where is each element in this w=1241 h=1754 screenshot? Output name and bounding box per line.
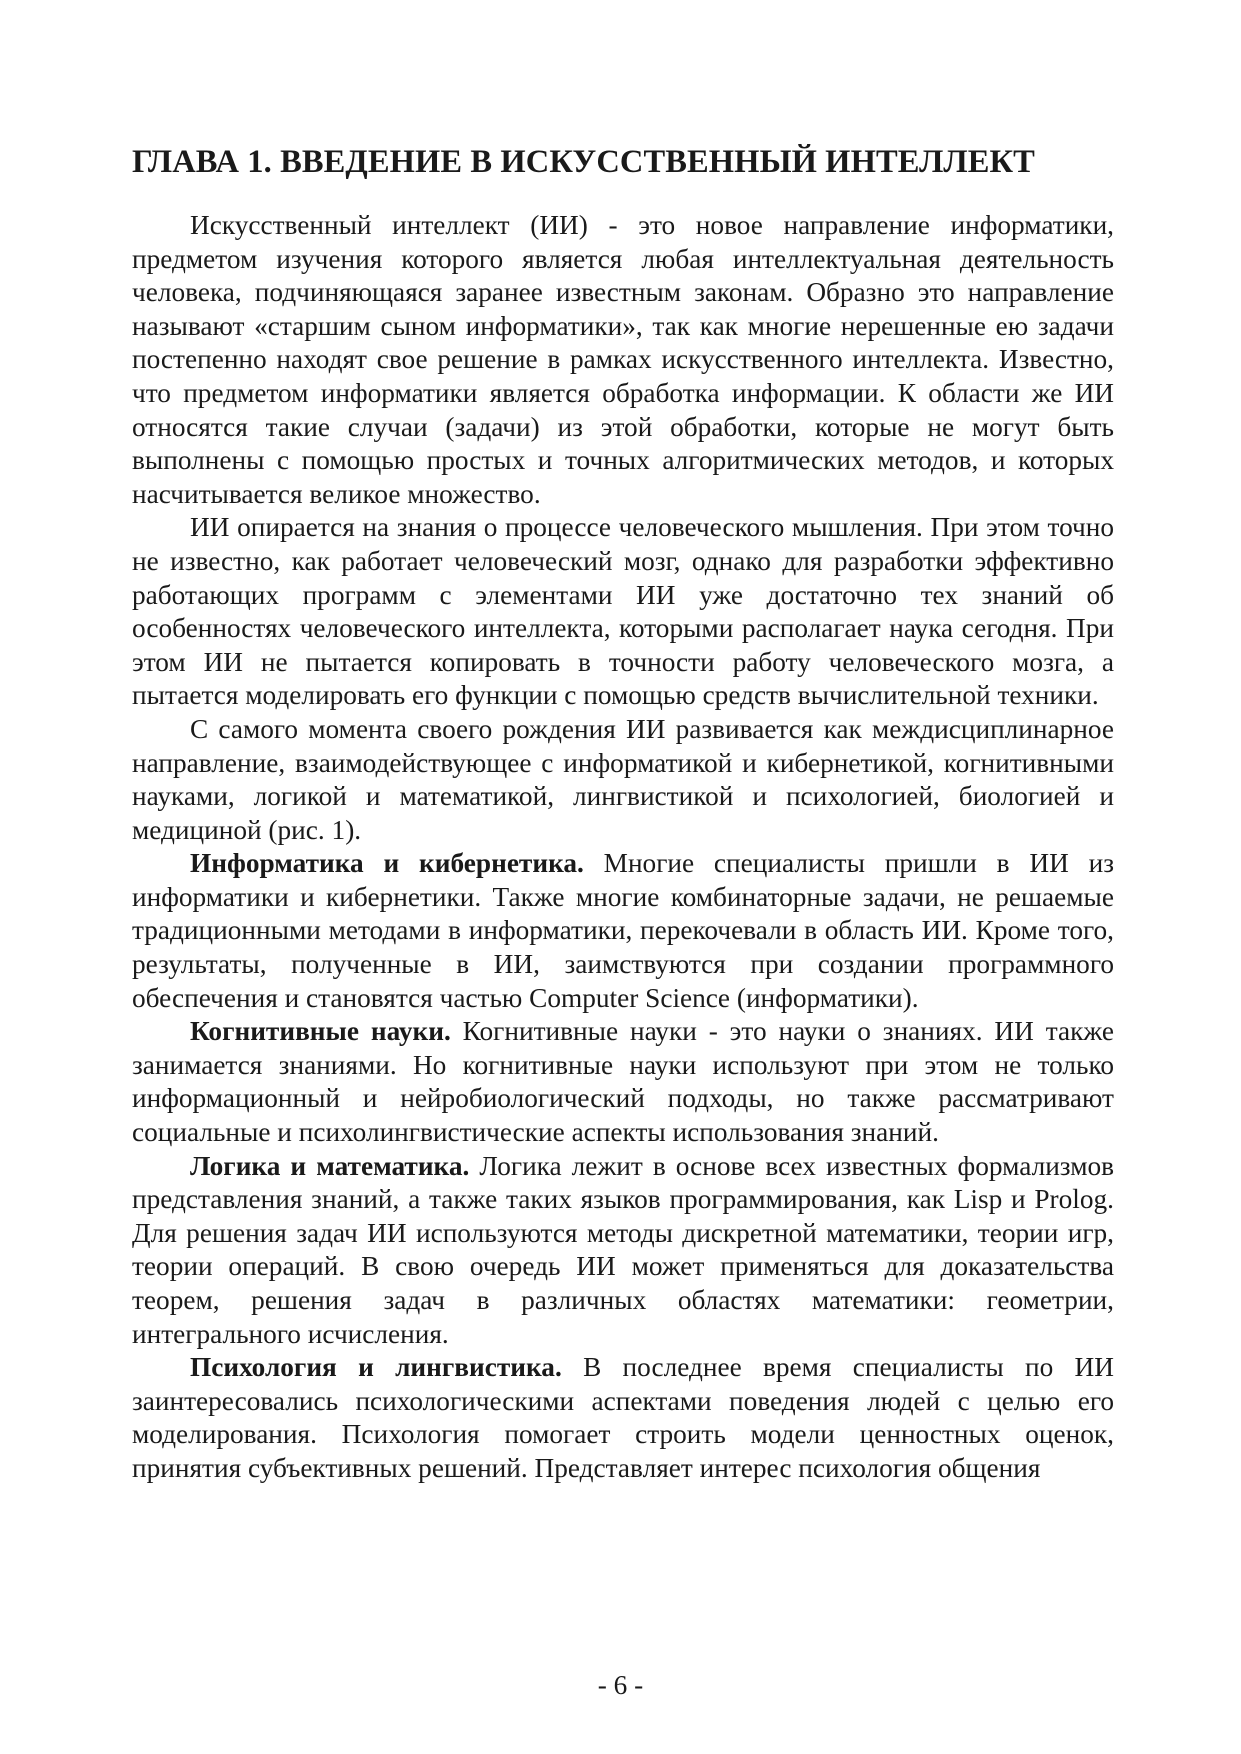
paragraph-lead: Логика и математика. (190, 1150, 470, 1181)
paragraph-interdisciplinary (132, 713, 1114, 847)
paragraph-informatics (132, 847, 1114, 1015)
paragraph-lead: Информатика и кибернетика. (190, 848, 584, 879)
paragraph-psychology (132, 1351, 1114, 1485)
paragraph-text: Когнитивные науки - это науки о знаниях. ИИ также занимается знаниями. Но когнитивные науки используют при этом не только информационный и нейробиологический подходы, но также рассматривают социальные и психолингвистические аспекты использования знаний. (132, 1016, 1114, 1148)
paragraph-lead: Психология и лингвистика. (190, 1352, 562, 1383)
paragraph-intro (132, 209, 1114, 511)
page-number: - 6 - (597, 1670, 644, 1700)
paragraph-cognitive (132, 1015, 1114, 1149)
paragraph-text: ИИ опирается на знания о процессе человеческого мышления. При этом точно не известно, как работает человеческий мозг, однако для разработки эффективно работающих программ с элементами ИИ уже достаточно тех знаний об особенностях человеческого интеллекта, которыми располагает наука сегодня. При этом ИИ не пытается копировать в точности работу человеческого мозга, а пытается моделировать его функции с помощью средств вычислительной техники. (132, 512, 1114, 711)
paragraph-text: Искусственный интеллект (ИИ) - это новое направление информатики, предметом изучения которого является любая интеллектуальная деятельность человека, подчиняющаяся заранее известным законам. Образно это направление называют «старшим сыном информатики», так как многие нерешенные ею задачи постепенно находят свое решение в рамках искусственного интеллекта. Известно, что предметом информатики является обработка информации. К области же ИИ относятся такие случаи (задачи) из этой обработки, которые не могут быть выполнены с помощью простых и точных алгоритмических методов, и которых насчитывается великое множество. (132, 210, 1114, 509)
paragraph-text: Логика лежит в основе всех известных формализмов представления знаний, а также таких языков программирования, как Lisp и Prolog. Для решения задач ИИ используются методы дискретной математики, теории игр, теории операций. В свою очередь ИИ может применяться для доказательства теорем, решения задач в различных областях математики: геометрии, интегрального исчисления. (132, 1150, 1115, 1349)
paragraph-text: Многие специалисты пришли в ИИ из информатики и кибернетики. Также многие комбинаторные задачи, не решаемые традиционными методами в информатики, перекочевали в область ИИ. Кроме того, результаты, полученные в ИИ, заимствуются при создании программного обеспечения и становятся частью Computer Science (информатики). (132, 848, 1114, 1013)
paragraph-lead: Когнитивные науки. (190, 1016, 451, 1047)
paragraph-text: В последнее время специалисты по ИИ заинтересовались психологическими аспектами поведения людей с целью его моделирования. Психология помогает строить модели ценностных оценок, принятия субъективных решений. Представляет интерес психология общения (132, 1352, 1114, 1483)
paragraph-thinking (132, 511, 1114, 713)
paragraph-logic (132, 1150, 1114, 1352)
chapter-title: ГЛАВА 1. ВВЕДЕНИЕ В ИСКУССТВЕННЫЙ ИНТЕЛЛЕКТ (132, 144, 1035, 180)
paragraph-text: С самого момента своего рождения ИИ развивается как междисциплинарное направление, взаимодействующее с информатикой и кибернетикой, когнитивными науками, логикой и математикой, лингвистикой и психологией, биологией и медициной (рис. 1). (132, 713, 1114, 845)
page-content (132, 142, 1114, 1486)
